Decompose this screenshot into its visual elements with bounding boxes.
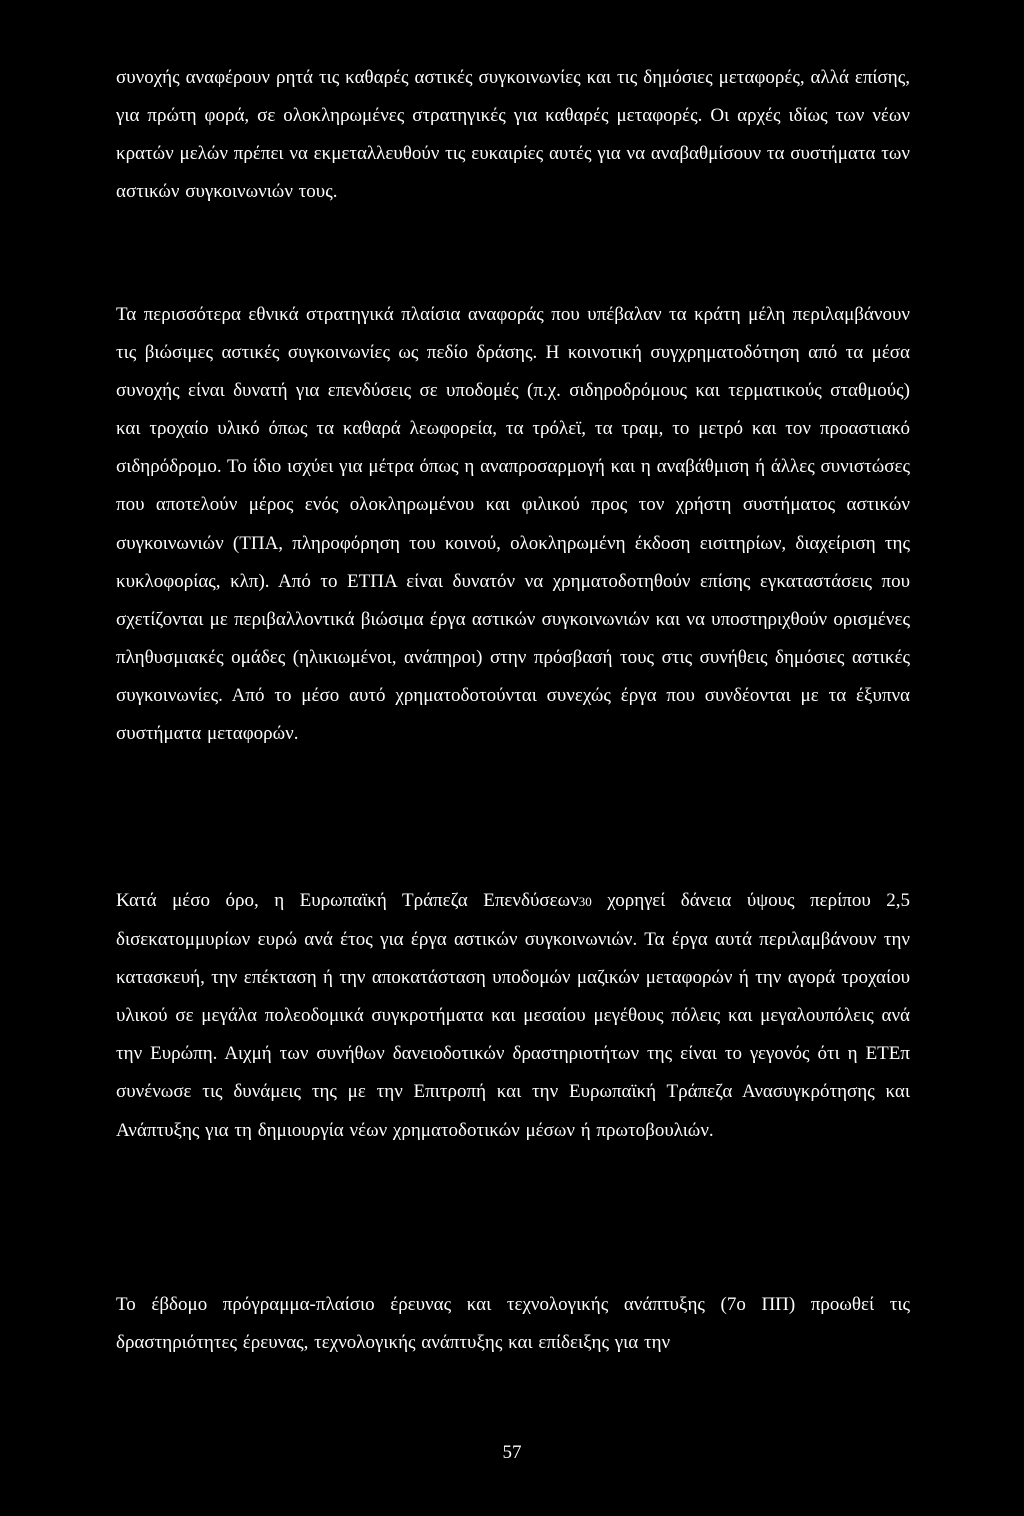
footnote-reference: 30 (578, 894, 592, 909)
paragraph-cohesion-funds: συνοχής αναφέρουν ρητά τις καθαρές αστικές συγκοινωνίες και τις δημόσιες μεταφορές, αλλά επίσης, για πρώτη φορά, σε ολοκληρωμένες στρατηγικές για καθαρές μεταφορές. Οι αρχές ιδίως των νέων κρατών μελών πρέπει να εκμεταλλευθούν τις ευκαιρίες αυτές για να αναβαθμίσουν τα συστήματα των αστικών συγκοινωνιών τους. (116, 67, 910, 203)
eib-text-rest: χορηγεί δάνεια ύψους περίπου 2,5 δισεκατομμυρίων ευρώ ανά έτος για έργα αστικών συγκοινωνιών. Τα έργα αυτά περιλαμβάνουν την κατασκευή, την επέκταση ή την αποκατάσταση υποδομών μαζικών μεταφορών ή την αγορά τροχαίου υλικού σε μεγάλα πολεοδομικά συγκροτήματα και μεσαίου μεγέθους πόλεις και μεγαλουπόλεις ανά την Ευρώπη. Αιχμή των συνήθων δανειοδοτικών δραστηριοτήτων της είναι το γεγονός ότι η ΕΤΕπ συνένωσε τις δυνάμεις της με την Επιτροπή και την Ευρωπαϊκή Τράπεζα Ανασυγκρότησης και Ανάπτυξης για τη δημιουργία νέων χρηματοδοτικών μέσων ή πρωτοβουλιών. (116, 890, 910, 1141)
page-number: 57 (502, 1442, 522, 1463)
paragraph-seventh-framework: Το έβδομο πρόγραμμα-πλαίσιο έρευνας και τεχνολογικής ανάπτυξης (7ο ΠΠ) προωθεί τις δραστηριότητες έρευνας, τεχνολογικής ανάπτυξης και επίδειξης για την (116, 1294, 910, 1354)
paragraph-national-frameworks: Τα περισσότερα εθνικά στρατηγικά πλαίσια αναφοράς που υπέβαλαν τα κράτη μέλη περιλαμβάνουν τις βιώσιμες αστικές συγκοινωνίες ως πεδίο δράσης. Η κοινοτική συγχρηματοδότηση από τα μέσα συνοχής είναι δυνατή για επενδύσεις σε υποδομές (π.χ. σιδηροδρόμους και τερματικούς σταθμούς) και τροχαίο υλικό όπως τα καθαρά λεωφορεία, τα τρόλεϊ, τα τραμ, το μετρό και τον προαστιακό σιδηρόδρομο. Το ίδιο ισχύει για μέτρα όπως η αναπροσαρμογή και η αναβάθμιση ή άλλες συνιστώσες που αποτελούν μέρος ενός ολοκληρωμένου και φιλικού προς τον χρήστη συστήματος αστικών συγκοινωνιών (ΤΠΑ, πληροφόρηση του κοινού, ολοκληρωμένη έκδοση εισιτηρίων, διαχείριση της κυκλοφορίας, κλπ). Από το ΕΤΠΑ είναι δυνατόν να χρηματοδοτηθούν επίσης εγκαταστάσεις που σχετίζονται με περιβαλλοντικά βιώσιμα έργα αστικών συγκοινωνιών και να υποστηριχθούν ορισμένες πληθυσμιακές ομάδες (ηλικιωμένοι, ανάπηροι) στην πρόσβασή τους στις συνήθεις δημόσιες αστικές συγκοινωνίες. Από το μέσο αυτό χρηματοδοτούνται συνεχώς έργα που συνδέονται με τα έξυπνα συστήματα μεταφορών. (116, 304, 910, 745)
paragraph-eib-loans (116, 882, 910, 1150)
eib-text-start: Κατά μέσο όρο, η Ευρωπαϊκή Τράπεζα Επενδύσεων (116, 890, 579, 911)
